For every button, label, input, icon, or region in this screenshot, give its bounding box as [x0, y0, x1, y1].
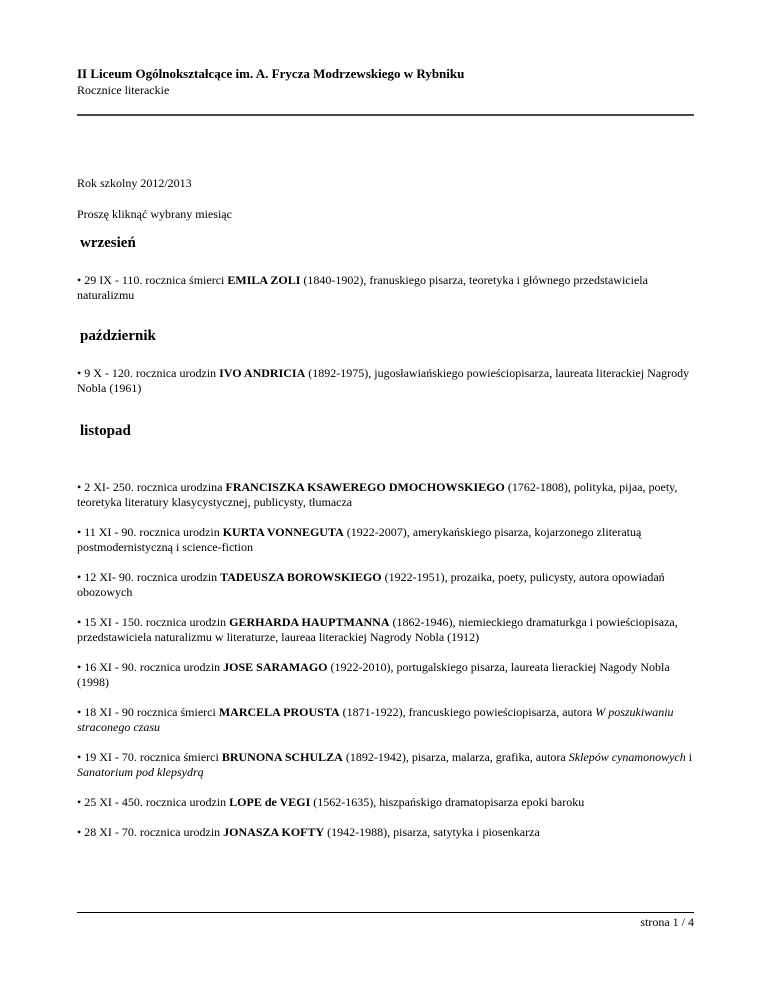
month-link-listopad[interactable]: listopad: [80, 423, 131, 439]
list-item: • 15 XI - 150. rocznica urodzin GERHARDA HAUPTMANNA (1862-1946), niemieckiego dramaturkga i powieściopisaza, przedstawiciela naturalizmu w literaturze, laureaa literackiej Nagrody Nobla (1912): [77, 615, 678, 644]
list-item: • 9 X - 120. rocznica urodzin IVO ANDRICIA (1892-1975), jugosławiańskiego powieściopisarza, laureata literackiej Nagrody Nobla (1961): [77, 366, 690, 395]
school-name: II Liceum Ogólnokształcące im. A. Frycza Modrzewskiego w Rybniku: [77, 66, 465, 81]
month-link-pazdziernik[interactable]: październik: [80, 328, 156, 344]
list-item: • 25 XI - 450. rocznica urodzin LOPE de VEGI (1562-1635), hiszpańskigo dramatopisarza epoki baroku: [77, 795, 585, 809]
list-item: • 2 XI- 250. rocznica urodzina FRANCISZKA KSAWEREGO DMOCHOWSKIEGO (1762-1808), polityka, pijaa, poety, teoretyka literatury klasycystycznej, publicysty, tłumacza: [77, 480, 678, 509]
list-item: • 11 XI - 90. rocznica urodzin KURTA VONNEGUTA (1922-2007), amerykańskiego pisarza, kojarzonego zliteratuą postmodernistyczną i science-fiction: [77, 525, 642, 554]
document-subtitle: Rocznice literackie: [77, 83, 170, 97]
list-item: • 29 IX - 110. rocznica śmierci EMILA ZOLI (1840-1902), franuskiego pisarza, teoretyka i głównego przedstawiciela naturalizmu: [77, 273, 648, 302]
month-link-wrzesien[interactable]: wrzesień: [80, 235, 136, 251]
footer-divider: [77, 912, 694, 913]
header-divider: [77, 114, 694, 116]
instruction-text: Proszę kliknąć wybrany miesiąc: [77, 207, 232, 221]
school-year: Rok szkolny 2012/2013: [77, 176, 192, 190]
list-item: • 28 XI - 70. rocznica urodzin JONASZA KOFTY (1942-1988), pisarza, satytyka i piosenkarza: [77, 825, 540, 839]
page-number: strona 1 / 4: [640, 915, 694, 929]
list-item: • 19 XI - 70. rocznica śmierci BRUNONA SCHULZA (1892-1942), pisarza, malarza, grafika, autora Sklepów cynamonowych i Sanatorium pod klepsydrą: [77, 750, 693, 779]
document-page: [77, 0, 694, 994]
list-item: • 16 XI - 90. rocznica urodzin JOSE SARAMAGO (1922-2010), portugalskiego pisarza, laureata lierackiej Nagody Nobla (1998): [77, 660, 670, 689]
list-item: • 18 XI - 90 rocznica śmierci MARCELA PROUSTA (1871-1922), francuskiego powieściopisarza, autora W poszukiwaniu straconego czasu: [77, 705, 674, 734]
list-item: • 12 XI- 90. rocznica urodzin TADEUSZA BOROWSKIEGO (1922-1951), prozaika, poety, pulicysty, autora opowiadań obozowych: [77, 570, 665, 599]
content: [77, 176, 694, 840]
